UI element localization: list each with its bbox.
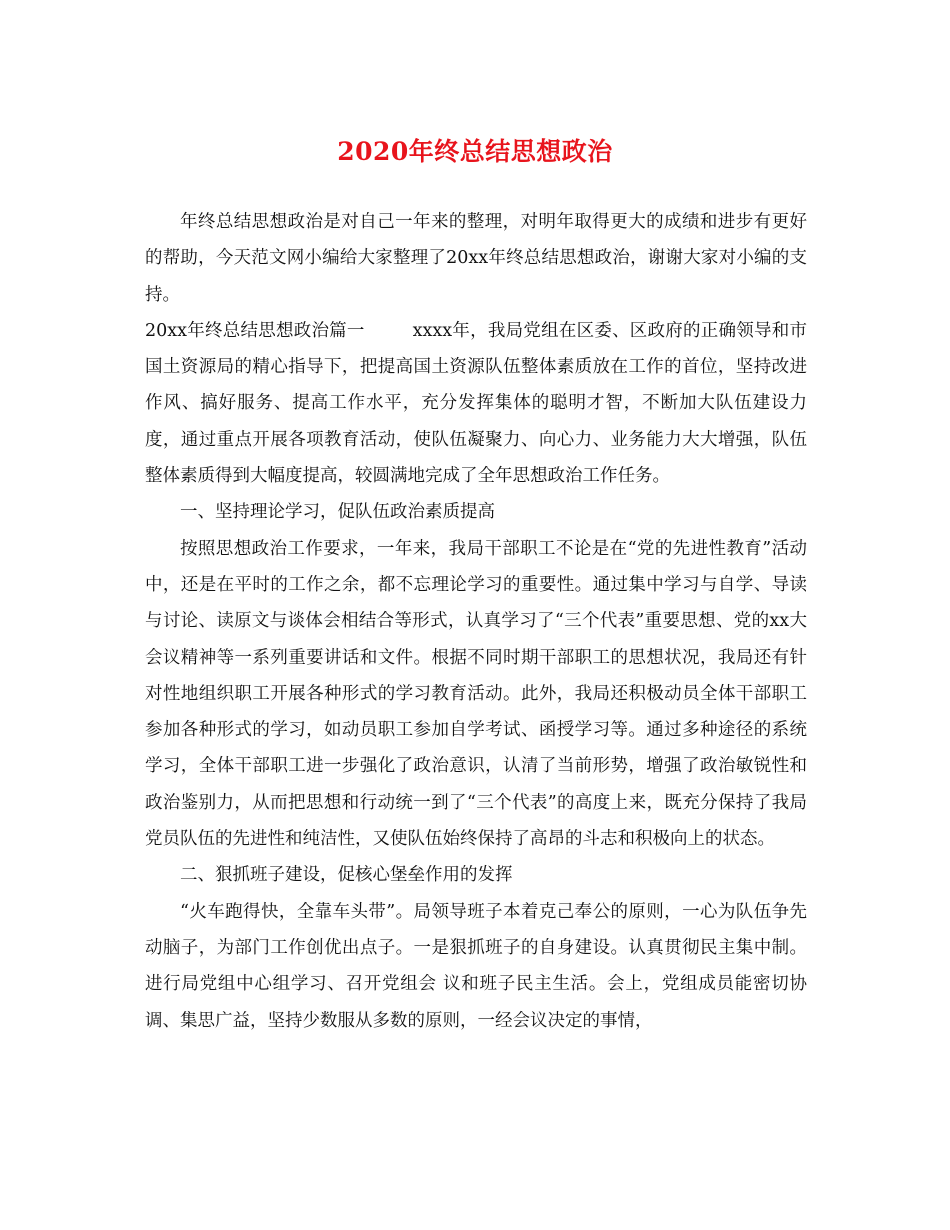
point-one-heading: 一、坚持理论学习，促队伍政治素质提高 — [180, 502, 495, 523]
section-one-lead: xxxx年，我局党组在区委、区政府的正确领导和市国土资源局的精心指导下，把提高国土资源队伍整体素质放在工作的首位，坚持改进作风、搞好服务、提高工作水平，充分发挥集体的聪明才智，不断加大队伍建设力度，通过重点开展各项教育活动，使队伍凝聚力、向心力、业务能力大大增强，队伍整体素质得到大幅度提高，较圆满地完成了全年思想政治工作任务。 — [145, 320, 807, 487]
document-body — [145, 204, 807, 1039]
point-two-paragraph: “火车跑得快，全靠车头带”。局领导班子本着克己奉公的原则，一心为队伍争先动脑子，为部门工作创优出点子。一是狠抓班子的自身建设。认真贯彻民主集中制。进行局党组中心组学习、召开党组会 议和班子民主生活。会上，党组成员能密切协调、集思广益，坚持少数服从多数的原则，一经会议决定的事情， — [145, 901, 807, 1031]
point-two-heading: 二、狠抓班子建设，促核心堡垒作用的发挥 — [180, 865, 513, 886]
section-one-paragraph — [145, 313, 807, 494]
point-one-paragraph: 按照思想政治工作要求，一年来，我局干部职工不论是在“党的先进性教育”活动中，还是在平时的工作之余，都不忘理论学习的重要性。通过集中学习与自学、导读与讨论、读原文与谈体会相结合等形式，认真学习了“三个代表”重要思想、党的xx大会议精神等一系列重要讲话和文件。根据不同时期干部职工的思想状况，我局还有针对性地组织职工开展各种形式的学习教育活动。此外，我局还积极动员全体干部职工参加各种形式的学习，如动员职工参加自学考试、函授学习等。通过多种途径的系统学习，全体干部职工进一步强化了政治意识，认清了当前形势，增强了政治敏锐性和政治鉴别力，从而把思想和行动统一到了“三个代表”的高度上来，既充分保持了我局党员队伍的先进性和纯洁性，又使队伍始终保持了高昂的斗志和积极向上的状态。 — [145, 538, 807, 850]
intro-paragraph: 年终总结思想政治是对自己一年来的整理，对明年取得更大的成绩和进步有更好的帮助，今天范文网小编给大家整理了20xx年终总结思想政治，谢谢大家对小编的支持。 — [145, 212, 807, 305]
document-title: 2020年终总结思想政治 — [337, 137, 613, 166]
section-one-heading: 20xx年终总结思想政治篇一 — [145, 320, 365, 341]
